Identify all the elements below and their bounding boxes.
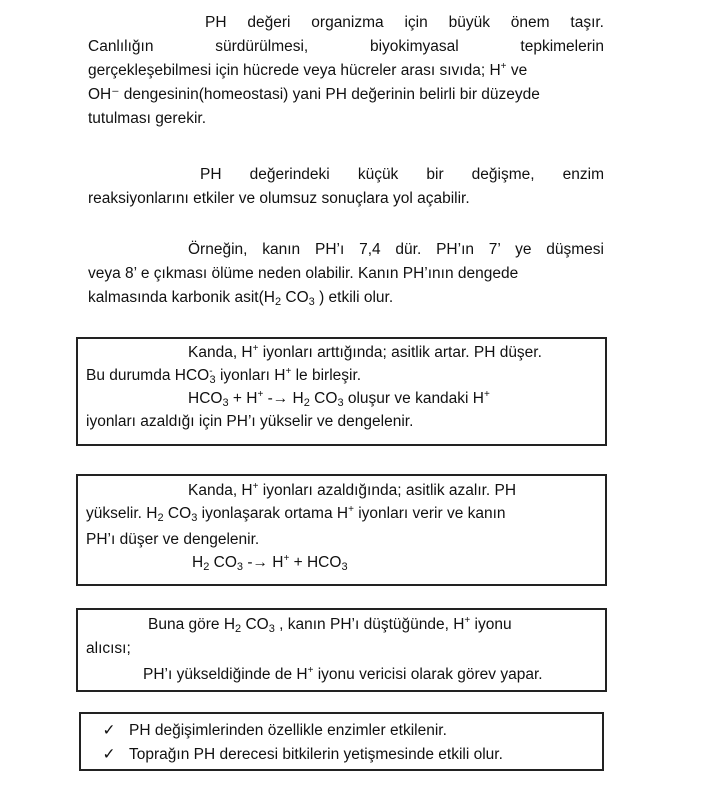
box2-line-4: $H_2$ $CO_3 -\to H^+ + HCO_3$ — [192, 553, 348, 573]
box1-line-3: $HCO_3 + H^+ -\to H_2$ $CO_3$ oluşur ve kandaki H+ — [188, 389, 490, 409]
box-buffer-role — [76, 608, 607, 692]
p2-line-1: PH değerindeki küçük bir değişme, enzim — [200, 166, 604, 183]
intro-line-3: gerçekleşebilmesi için hücrede veya hücreler arası sıvıda; H+ ve — [88, 61, 528, 79]
box3-line-2: alıcısı; — [86, 640, 131, 657]
box3-line-1: Buna göre $H_2$ $CO_3$ , kanın PH’ı düştüğünde, H+ iyonu — [148, 615, 512, 635]
paragraph-3 — [88, 238, 604, 310]
checkmark-icon: ✓ — [102, 746, 116, 763]
intro-line-5: tutulması gerekir. — [88, 110, 207, 127]
box2-line-3: PH’ı düşer ve dengelenir. — [86, 531, 260, 548]
paragraph-2 — [88, 163, 604, 211]
box1-line-4: iyonları azaldığı için PH’ı yükselir ve dengelenir. — [86, 413, 414, 430]
box2-line-2: yükselir. $H_2$ $CO_3$ iyonlaşarak ortama H+ iyonları verir ve kanın — [86, 504, 506, 524]
p3-line-2: veya 8’ e çıkması ölüme neden olabilir. Kanın PH’ının dengede — [88, 265, 519, 282]
box-acidity-increase — [76, 337, 607, 446]
intro-paragraph — [88, 11, 604, 131]
box1-line-1: Kanda, H+ iyonları arttığında; asitlik artar. PH düşer. — [188, 343, 542, 361]
box-acidity-decrease — [76, 474, 607, 586]
intro-line-2: Canlılığın sürdürülmesi, biyokimyasal tepkimelerin — [88, 38, 604, 55]
p3-line-3: kalmasında karbonik $asit(H_2$ $CO_3$ ) etkili olur. — [88, 289, 394, 308]
box2-line-1: Kanda, H+ iyonları azaldığında; asitlik azalır. PH — [188, 481, 517, 499]
checklist-item: ✓ PH değişimlerinden özellikle enzimler etkilenir. — [89, 721, 594, 745]
box3-line-3: PH’ı yükseldiğinde de H+ iyonu vericisi olarak görev yapar. — [143, 665, 543, 683]
checklist-item: ✓ Toprağın PH derecesi bitkilerin yetişmesinde etkili olur. — [89, 745, 594, 769]
intro-line-4: OH⁻ dengesinin(homeostasi) yani PH değerinin belirli bir düzeyde — [88, 86, 540, 103]
checkmark-icon: ✓ — [102, 722, 116, 739]
box-checklist — [79, 712, 604, 771]
box1-line-2: Bu durumda $HCO^-_3$ iyonları H+ le birleşir. — [86, 366, 362, 386]
intro-line-1: PH değeri organizma için büyük önem taşır. — [205, 14, 604, 31]
p3-line-1: Örneğin, kanın PH’ı 7,4 dür. PH’ın 7’ ye düşmesi — [188, 241, 604, 258]
p2-line-2: reaksiyonlarını etkiler ve olumsuz sonuçlara yol açabilir. — [88, 190, 470, 207]
